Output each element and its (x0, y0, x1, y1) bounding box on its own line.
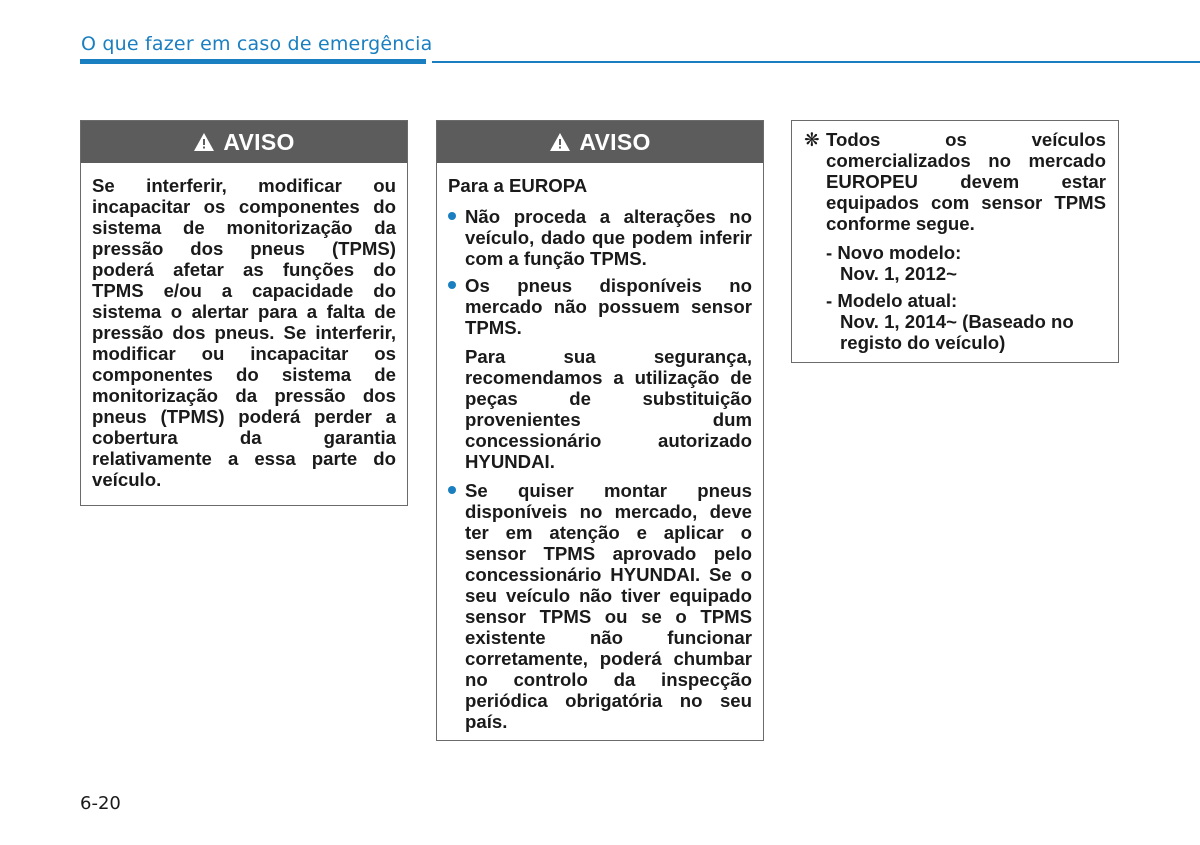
warning-triangle-icon (193, 132, 215, 152)
list-item (448, 206, 752, 269)
warning-box-left (80, 120, 408, 506)
warning-title: AVISO (579, 128, 651, 155)
bullet-dot-icon (448, 486, 456, 494)
warning-box-middle (436, 120, 764, 741)
page-number: 6-20 (80, 793, 121, 814)
header-rule-thick (80, 59, 426, 64)
warning-subtitle: Para a EUROPA (448, 175, 588, 196)
note-box (791, 120, 1119, 363)
list-item (448, 275, 752, 338)
header-rule-thin (432, 61, 1200, 63)
bullet-list (448, 480, 752, 732)
warning-body (437, 163, 763, 752)
section-title: O que fazer em caso de emergência (81, 33, 433, 55)
list-item (448, 480, 752, 732)
warning-header (81, 121, 407, 163)
note-item (804, 290, 1106, 353)
bullet-dot-icon (448, 281, 456, 289)
note-main-text (804, 129, 1106, 234)
warning-title: AVISO (223, 128, 295, 155)
note-text: Todos os veículos comercializados no mercado EUROPEU devem estar equipados com sensor TPMS conforme segue. (826, 129, 1106, 234)
note-mark-icon: ❋ (804, 129, 820, 150)
warning-text: Se interferir, modificar ou incapacitar os componentes do sistema de monitorização da pressão dos pneus (TPMS) poderá afetar as funções do TPMS e/ou a capacidade do sistema o alertar para a falta de pressão dos pneus. Se interferir, modificar ou incapacitar os componentes do sistema de monitorização da pressão dos pneus (TPMS) poderá perder a cobertura da garantia relativamente a essa parte do veículo. (92, 175, 396, 490)
bullet-dot-icon (448, 212, 456, 220)
note-item-label: - Novo modelo: (826, 242, 962, 263)
note-item-value: Nov. 1, 2014~ (Baseado no registo do veículo) (840, 311, 1074, 353)
bullet-text: Os pneus disponíveis no mercado não possuem sensor TPMS. (465, 275, 752, 338)
warning-triangle-icon (549, 132, 571, 152)
note-item-label: - Modelo atual: (826, 290, 958, 311)
bullet-list (448, 206, 752, 338)
bullet-extra-paragraph: Para sua segurança, recomendamos a utilização de peças de substituição provenientes dum concessionário autorizado HYUNDAI. (465, 346, 752, 472)
warning-header (437, 121, 763, 163)
note-item-value: Nov. 1, 2012~ (840, 263, 957, 284)
bullet-text: Se quiser montar pneus disponíveis no mercado, deve ter em atenção e aplicar o sensor TPMS aprovado pelo concessionário HYUNDAI. Se o seu veículo não tiver equipado sensor TPMS ou se o TPMS existente não funcionar corretamente, poderá chumbar no controlo da inspecção periódica obrigatória no seu país. (465, 480, 752, 732)
note-item (804, 242, 1106, 284)
bullet-text: Não proceda a alterações no veículo, dado que podem inferir com a função TPMS. (465, 206, 752, 269)
